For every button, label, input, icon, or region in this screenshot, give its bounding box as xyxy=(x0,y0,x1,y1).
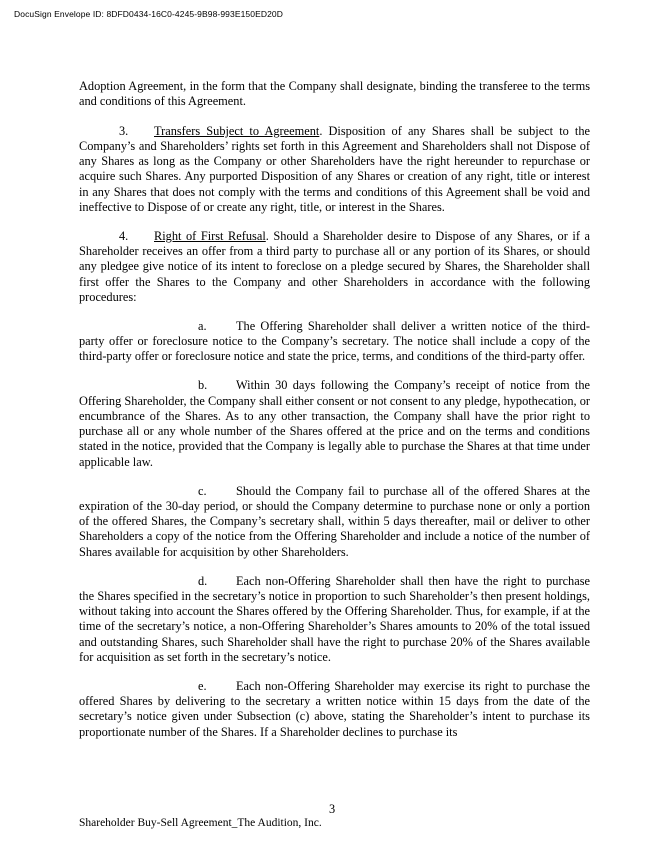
subsection-label: e. xyxy=(198,678,207,693)
paragraph-text: Adoption Agreement, in the form that the Company shall designate, binding the transferee to the terms and conditions of this Agreement. xyxy=(79,79,590,109)
subsection-c xyxy=(79,484,590,560)
subsection-label: b. xyxy=(198,378,208,393)
section-text: . Should a Shareholder desire to Dispose of any Shares, or if a Shareholder receives an offer from a third party to purchase all or any portion of its Shares, or should any pledgee give notice of its intent to foreclose on a pledge secured by Shares, the Shareholder shall first offer the Shares to the Company and other Shareholders in accordance with the following procedures: xyxy=(79,228,590,305)
subsection-a xyxy=(79,319,590,365)
subsection-b xyxy=(79,378,590,470)
page-number: 3 xyxy=(329,802,336,816)
section-text: . Disposition of any Shares shall be subject to the Company’s and Shareholders’ rights set forth in this Agreement and Shareholders shall not Dispose of any Shares as long as the Company or other Shareholders have the right hereunder to repurchase or acquire such Shares. Any purported Disposition of any Shares or creation of any right, title or interest in any Shares that does not comply with the terms and conditions of this Agreement shall be void and ineffective to Dispose of or create any right, title, or interest in the Shares. xyxy=(79,123,590,215)
paragraph-continuation xyxy=(79,79,590,110)
subsection-text: The Offering Shareholder shall deliver a written notice of the third-party offer or foreclosure notice to the Company’s secretary. The notice shall include a copy of the third-party offer or foreclosure notice and state the price, terms, and conditions of the third-party offer. xyxy=(79,318,590,364)
subsection-label: c. xyxy=(198,483,207,498)
section-heading: Right of First Refusal xyxy=(154,228,266,243)
subsection-text: Should the Company fail to purchase all of the offered Shares at the expiration of the 30-day period, or should the Company determine to purchase none or only a portion of the offered Shares, the Company’s secretary shall, within 5 days thereafter, mail or deliver to other Shareholders a copy of the notice from the Offering Shareholder and include a notice of the number of Shares available for acquisition by other Shareholders. xyxy=(79,483,590,559)
subsection-text: Each non-Offering Shareholder shall then have the right to purchase the Shares specified in the secretary’s notice in proportion to such Shareholder’s then present holdings, without taking into account the Shares offered by the Offering Shareholder. Thus, for example, if at the time of the secretary’s notice, a non-Offering Shareholder’s Shares amounts to 20% of the total issued and outstanding Shares, such Shareholder shall have the right to purchase 20% of the Shares available for acquisition as set forth in the secretary’s notice. xyxy=(79,573,590,664)
section-number: 3. xyxy=(119,123,129,138)
section-3-paragraph xyxy=(79,124,590,216)
section-4-paragraph xyxy=(79,229,590,305)
subsection-label: d. xyxy=(198,573,208,588)
docusign-envelope-id: DocuSign Envelope ID: 8DFD0434-16C0-4245-9B98-993E150ED20D xyxy=(14,9,283,19)
subsection-e xyxy=(79,679,590,740)
section-number: 4. xyxy=(119,228,129,243)
document-body xyxy=(79,79,590,753)
subsection-text: Each non-Offering Shareholder may exercise its right to purchase the offered Shares by delivering to the secretary a written notice within 15 days from the date of the secretary’s notice given under Subsection (c) above, stating the Shareholder’s intent to purchase its proportionate number of the Shares. If a Shareholder declines to purchase its xyxy=(79,678,590,739)
subsection-label: a. xyxy=(198,318,207,333)
section-heading: Transfers Subject to Agreement xyxy=(154,123,320,138)
document-footer: Shareholder Buy-Sell Agreement_The Audition, Inc. xyxy=(79,817,322,829)
subsection-d xyxy=(79,574,590,666)
subsection-text: Within 30 days following the Company’s receipt of notice from the Offering Shareholder, the Company shall either consent or not consent to any pledge, hypothecation, or encumbrance of the Shares. As to any other transaction, the Company shall have the prior right to purchase all or any whole number of the Shares offered at the price and on the terms and conditions stated in the notice, provided that the Company is legally able to purchase the Shares at that time under applicable law. xyxy=(79,378,590,469)
